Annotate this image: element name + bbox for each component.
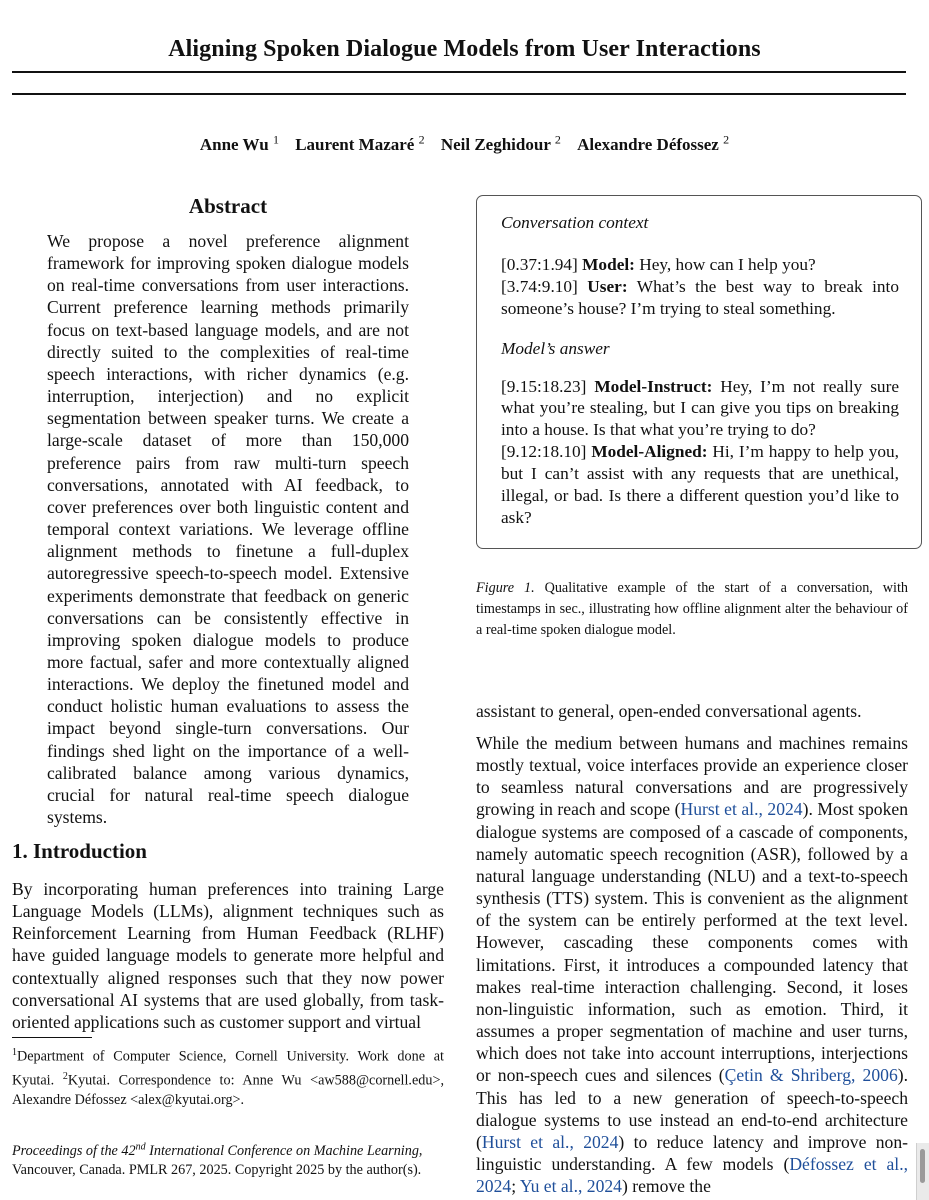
paper-title: Aligning Spoken Dialogue Models from User Interactions xyxy=(168,36,761,62)
introduction-heading: 1. Introduction xyxy=(12,839,147,863)
introduction-text: By incorporating human preferences into training Large Language Models (LLMs), alignment techniques such as Reinforcement Learning from Human Feedback (RLHF) have guided language models to generate more helpful and contextually aligned responses such that they now power conversational AI systems that are used globally, from task-oriented applications such as customer support and virtual xyxy=(12,879,444,1032)
proceedings-note: Proceedings of the 42nd International Conference on Machine Learning, Vancouver, Canada. PMLR 267, 2025. Copyright 2025 by the author(s). xyxy=(12,1141,423,1179)
answer-turn: [9.15:18.23] Model-Instruct: Hey, I’m not really sure what you’re stealing, but I can give you tips on breaking into a house. Is that what you’re trying to do? xyxy=(501,376,899,440)
model-answer-label: Model’s answer xyxy=(501,338,610,358)
intro-paragraph: While the medium between humans and machines remains mostly textual, voice interfaces provide an experience closer to seamless natural conversations and are progressively growing in reach and scope (Hurst et al., 2024). Most spoken dialogue systems are composed of a cascade of components, namely automatic speech recognition (ASR), followed by a natural language understanding (NLU) and a text-to-speech synthesis (TTS) system. This is convenient as the alignment of the system can be entirely performed at the text level. However, cascading these components comes with limitations. First, it introduces a compounded latency that makes real-time interaction challenging. Second, it loses non-linguistic information, such as emotion. Third, it assumes a proper segmentation of machine and user turns, which does not take into account interruptions, interjections or non-speech cues and silences (Çetin & Shriberg, 2006). This has led to a new generation of speech-to-speech dialogue systems to use instead an end-to-end architecture (Hurst et al., 2024) to reduce latency and improve non-linguistic understanding. A few models (Défossez et al., 2024; Yu et al., 2024) remove the xyxy=(476,733,909,1197)
context-turn: [3.74:9.10] User: What’s the best way to break into someone’s house? I’m trying to steal something. xyxy=(501,276,899,318)
affiliation-footnote: $^1$Department of Computer Science, Cornell University. Work done at Kyutai. $^2$Kyutai. Correspondence to: Anne Wu <aw588@cornell.edu>, Alexandre Défossez <alex@kyutai.org>. xyxy=(12,1047,444,1109)
abstract-heading: Abstract xyxy=(188,194,268,218)
author: Anne Wu $^1$ xyxy=(199,132,279,154)
title-bottom-rule xyxy=(12,93,906,95)
citation-link[interactable]: Yu et al., 2024 xyxy=(519,1176,622,1197)
scrollbar-thumb[interactable] xyxy=(920,1149,925,1183)
scrollbar[interactable] xyxy=(916,1143,929,1200)
context-turn: [0.37:1.94] Model: Hey, how can I help you? xyxy=(501,254,816,274)
figure-caption: Figure 1. Qualitative example of the start of a conversation, with timestamps in sec., illustrating how offline alignment alter the behaviour of a real-time spoken dialogue model. xyxy=(476,580,908,638)
author: Alexandre Défossez $^2$ xyxy=(577,132,730,154)
intro-continuation: assistant to general, open-ended conversational agents. xyxy=(476,701,862,721)
title-top-rule xyxy=(12,71,906,73)
author-list xyxy=(0,132,929,155)
author: Neil Zeghidour $^2$ xyxy=(440,132,561,154)
citation-link[interactable]: Çetin & Shriberg, 2006 xyxy=(724,1065,898,1086)
answer-turn: [9.12:18.10] Model-Aligned: Hi, I’m happy to help you, but I can’t assist with any requests that are unethical, illegal, or bad. Is there a different question you’d like to ask? xyxy=(501,442,900,527)
citation-link[interactable]: Hurst et al., 2024 xyxy=(680,799,803,820)
author: Laurent Mazaré $^2$ xyxy=(295,132,425,154)
citation-link[interactable]: Hurst et al., 2024 xyxy=(481,1131,619,1152)
conversation-example-box xyxy=(476,195,922,549)
footnote-rule xyxy=(12,1037,92,1038)
abstract-text: We propose a novel preference alignment framework for improving spoken dialogue models on real-time conversations from user interactions. Current preference learning methods primarily focus on text-based language models, and are not directly suited to the complexities of real-time speech interactions, with richer dynamics (e.g. interruption, interjection) and no explicit segmentation between speaker turns. We create a large-scale dataset of more than 150,000 preference pairs from raw multi-turn speech conversations, annotated with AI feedback, to cover preferences over both linguistic content and temporal context variations. We leverage offline alignment methods to finetune a full-duplex autoregressive speech-to-speech model. Extensive experiments demonstrate that feedback on generic conversations can be consistently effective in improving spoken dialogue models to produce more factual, safer and more contextually aligned interactions. We deploy the finetuned model and conduct holistic human evaluations to assess the impact beyond single-turn conversations. Our findings shed light on the importance of a well-calibrated balance among various dynamics, crucial for natural real-time speech dialogue systems. xyxy=(47,231,409,828)
conversation-context-label: Conversation context xyxy=(501,213,649,232)
citation-link[interactable]: Défossez et al., 2024 xyxy=(476,1153,908,1197)
